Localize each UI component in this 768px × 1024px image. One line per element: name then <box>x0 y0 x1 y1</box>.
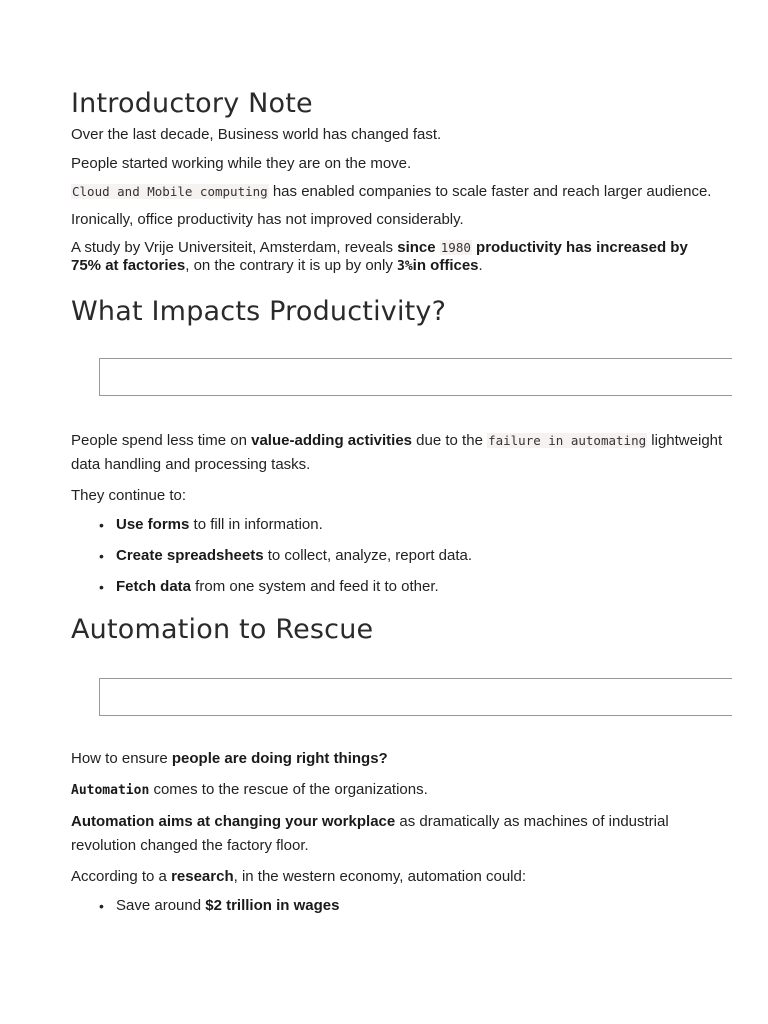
inline-code: 1980 <box>440 240 471 256</box>
paragraph: Automation aims at changing your workplace as dramatically as machines of industrial revolution changed the factory floor. <box>71 813 669 855</box>
inline-code: failure in automating <box>488 433 647 449</box>
paragraph: Ironically, office productivity has not improved considerably. <box>71 211 464 229</box>
paragraph: People spend less time on value-adding activities due to the failure in automating lightweight data handling and processing tasks. <box>71 432 723 474</box>
paragraph: Automation comes to the rescue of the organizations. <box>71 781 428 799</box>
list-item: • Create spreadsheets to collect, analyze, report data. <box>116 547 731 565</box>
document-body <box>71 86 731 915</box>
heading-what-impacts-productivity: What Impacts Productivity? <box>71 296 447 328</box>
bullet-list <box>71 897 731 915</box>
heading-introductory-note: Introductory Note <box>71 88 313 119</box>
heading-automation-to-rescue: Automation to Rescue <box>71 614 374 646</box>
inline-code: Automation <box>71 783 150 799</box>
paragraph-study: A study by Vrije Universiteit, Amsterdam, reveals since 1980 productivity has increased by 75% at factories, on the contrary it is up by only 3%in offices. <box>71 239 688 275</box>
paragraph: How to ensure people are doing right things? <box>71 750 388 768</box>
list-item: • Fetch data from one system and feed it to other. <box>116 578 731 596</box>
inline-code: Cloud and Mobile computing <box>72 184 268 200</box>
paragraph: According to a research, in the western economy, automation could: <box>71 868 527 886</box>
paragraph: Over the last decade, Business world has changed fast. <box>71 126 442 144</box>
paragraph: They continue to: <box>71 487 187 505</box>
empty-embed-frame <box>99 678 732 716</box>
paragraph: People started working while they are on the move. <box>71 155 412 173</box>
paragraph: Cloud and Mobile computing has enabled companies to scale faster and reach larger audience. <box>72 183 712 201</box>
empty-embed-frame <box>99 358 732 396</box>
bullet-list <box>71 516 731 596</box>
list-item: • Use forms to fill in information. <box>116 516 731 534</box>
list-item: • Save around $2 trillion in wages <box>116 897 731 915</box>
